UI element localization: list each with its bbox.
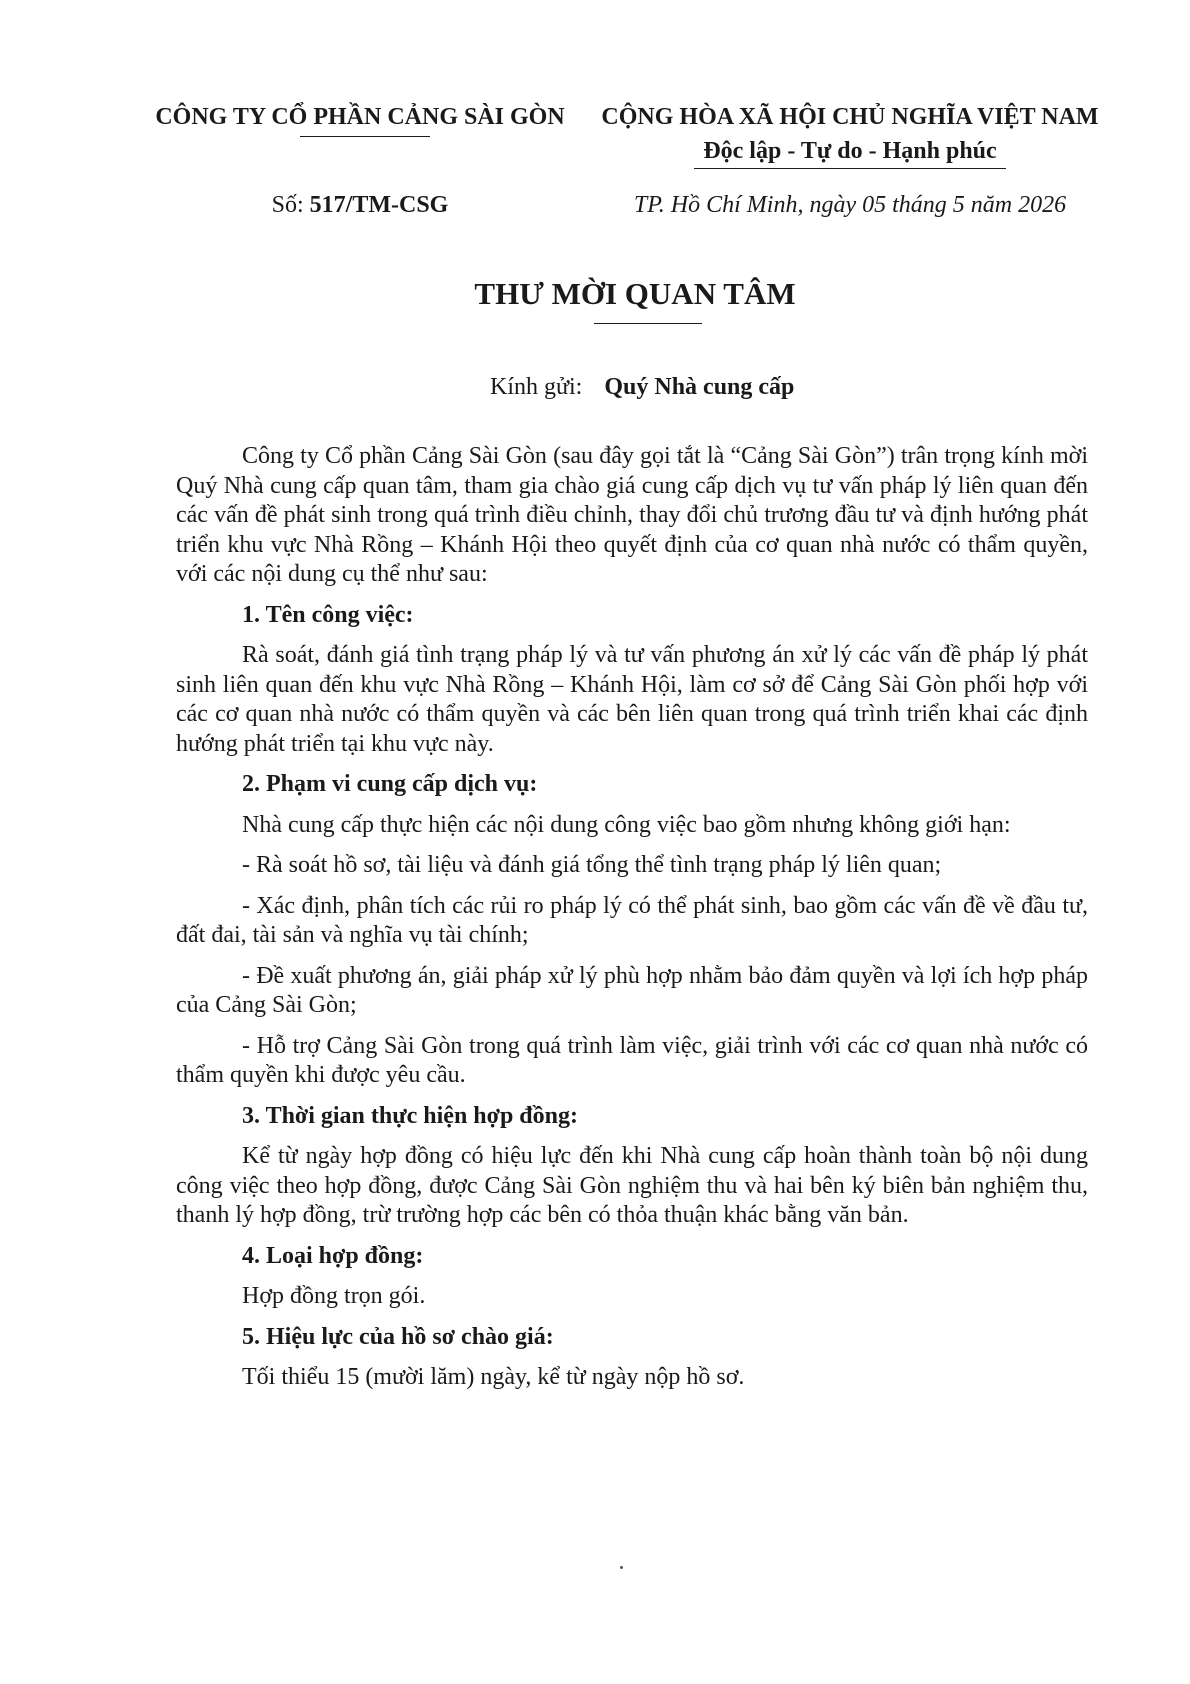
section-2-heading: 2. Phạm vi cung cấp dịch vụ:	[242, 771, 538, 797]
section-3-heading: 3. Thời gian thực hiện hợp đồng:	[242, 1102, 578, 1129]
section-2-paragraph: Nhà cung cấp thực hiện các nội dung công việc bao gồm nhưng không giới hạn:	[242, 811, 1011, 838]
recipient-label: Kính gửi:	[490, 374, 583, 400]
national-motto: Độc lập - Tự do - Hạnh phúc	[703, 138, 997, 164]
section-3-paragraph: Kể từ ngày hợp đồng có hiệu lực đến khi Nhà cung cấp hoàn thành toàn bộ nội dung công việc theo hợp đồng, được Cảng Sài Gòn nghiệm thu và hai bên ký biên bản nghiệm thu, thanh lý hợp đồng, trừ trường hợp các bên có thỏa thuận khác bằng văn bản.	[176, 1143, 1088, 1228]
company-underline	[300, 136, 430, 137]
section-4-heading: 4. Loại hợp đồng:	[242, 1242, 424, 1269]
document-place-date: TP. Hồ Chí Minh, ngày 05 tháng 5 năm 2026	[633, 192, 1067, 218]
letter-body	[176, 442, 1088, 1393]
motto-underline	[694, 168, 1006, 169]
document-number	[150, 192, 570, 219]
document-number-label: Số:	[271, 192, 310, 218]
scan-speck	[620, 1566, 623, 1569]
section-5-paragraph: Tối thiểu 15 (mười lăm) ngày, kể từ ngày nộp hồ sơ.	[242, 1364, 745, 1390]
title-underline	[594, 323, 702, 324]
recipient-line	[490, 374, 794, 401]
section-4-paragraph: Hợp đồng trọn gói.	[242, 1283, 426, 1309]
national-title: CỘNG HÒA XÃ HỘI CHỦ NGHĨA VIỆT NAM	[601, 104, 1099, 130]
section-2-bullet: - Hỗ trợ Cảng Sài Gòn trong quá trình làm việc, giải trình với các cơ quan nhà nước có thẩm quyền khi được yêu cầu.	[176, 1032, 1088, 1088]
intro-paragraph: Công ty Cổ phần Cảng Sài Gòn (sau đây gọi tắt là “Cảng Sài Gòn”) trân trọng kính mời Quý Nhà cung cấp quan tâm, tham gia chào giá cung cấp dịch vụ tư vấn pháp lý liên quan đến các vấn đề phát sinh trong quá trình điều chỉnh, thay đổi chủ trương đầu tư và định hướng phát triển khu vực Nhà Rồng – Khánh Hội theo quyết định của cơ quan nhà nước có thẩm quyền, với các nội dung cụ thể như sau:	[176, 443, 1088, 587]
document-number-value: 517/TM-CSG	[309, 192, 449, 218]
document-title: THƯ MỜI QUAN TÂM	[474, 276, 796, 311]
recipient-value: Quý Nhà cung cấp	[604, 374, 795, 400]
section-1-heading: 1. Tên công việc:	[242, 601, 414, 628]
company-name: CÔNG TY CỔ PHẦN CẢNG SÀI GÒN	[155, 104, 565, 130]
section-2-bullet: - Rà soát hồ sơ, tài liệu và đánh giá tổng thể tình trạng pháp lý liên quan;	[242, 852, 942, 878]
section-5-heading: 5. Hiệu lực của hồ sơ chào giá:	[242, 1323, 554, 1350]
section-1-paragraph: Rà soát, đánh giá tình trạng pháp lý và tư vấn phương án xử lý các vấn đề pháp lý phát sinh liên quan đến khu vực Nhà Rồng – Khánh Hội, làm cơ sở để Cảng Sài Gòn phối hợp với các cơ quan nhà nước có thẩm quyền và các bên liên quan trong quá trình triển khai các định hướng phát triển tại khu vực này.	[176, 642, 1088, 757]
section-2-bullet: - Đề xuất phương án, giải pháp xử lý phù hợp nhằm bảo đảm quyền và lợi ích hợp pháp của Cảng Sài Gòn;	[176, 962, 1088, 1018]
section-2-bullet: - Xác định, phân tích các rủi ro pháp lý có thể phát sinh, bao gồm các vấn đề về đầu tư, đất đai, tài sản và nghĩa vụ tài chính;	[176, 892, 1088, 948]
